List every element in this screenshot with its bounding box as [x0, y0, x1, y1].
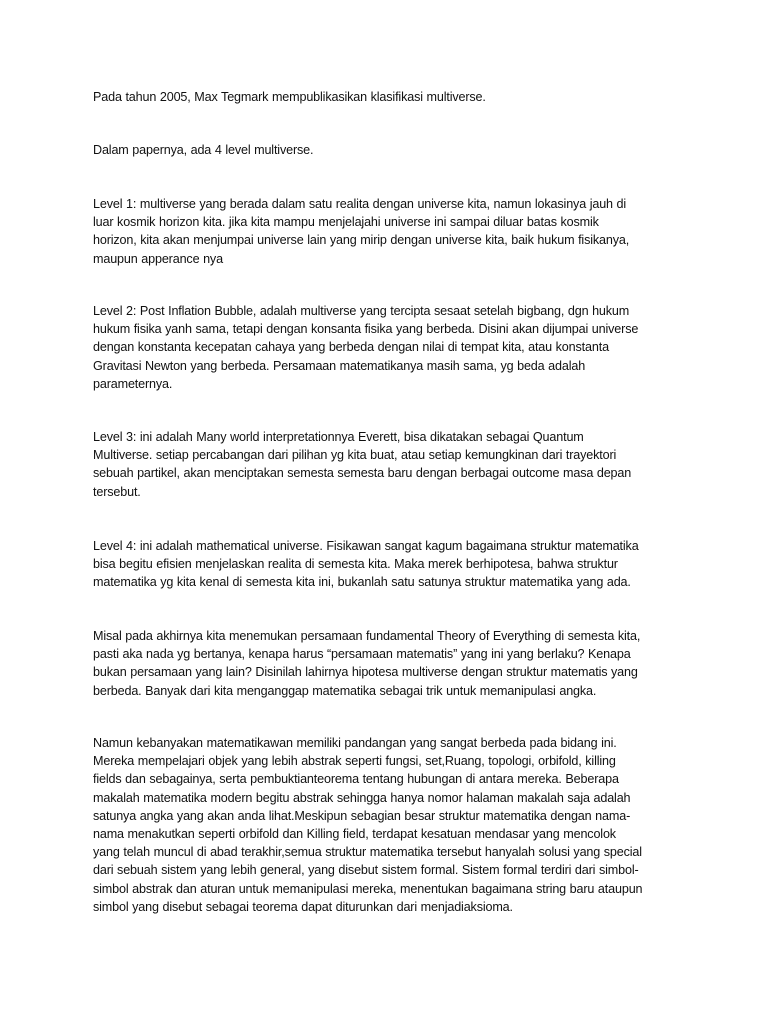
paragraph-line: Level 2: Post Inflation Bubble, adalah multiverse yang tercipta sesaat setelah bigbang, dgn hukum	[93, 304, 630, 318]
paragraph-line: pasti aka nada yg bertanya, kenapa harus “persamaan matematis” yang ini yang berlaku? Kenapa	[93, 647, 631, 662]
paragraph-line: Namun kebanyakan matematikawan memiliki pandangan yang sangat berbeda pada bidang ini.	[93, 736, 617, 750]
paragraph-line: Level 1: multiverse yang berada dalam satu realita dengan universe kita, namun lokasinya jauh di	[93, 197, 627, 211]
paragraph-line: horizon, kita akan menjumpai universe lain yang mirip dengan universe kita, baik hukum fisikanya,	[93, 233, 630, 248]
paragraph-line: simbol yang disebut sebagai teorema dapat diturunkan dari menjadiaksioma.	[93, 899, 513, 914]
paragraph-line: sebuah partikel, akan menciptakan semesta semesta baru dengan berbagai outcome masa depan	[93, 466, 632, 481]
paragraph-line: matematika yg kita kenal di semesta kita ini, bukanlah satu satunya struktur matematika yang ada.	[93, 575, 631, 590]
paragraph-line: Mereka mempelajari objek yang lebih abstrak seperti fungsi, set,Ruang, topologi, orbifold, killing	[93, 754, 616, 769]
paragraph-line: dari sebuah sistem yang lebih general, yang disebut sistem formal. Sistem formal terdiri dari simbol-	[93, 863, 639, 878]
paragraph-line: satunya angka yang akan anda lihat.Meskipun sebagian besar struktur matematika dengan nama-	[93, 808, 631, 823]
paragraph-line: bisa begitu efisien menjelaskan realita di semesta kita. Maka merek berhipotesa, bahwa struktur	[93, 557, 618, 572]
paragraph-line: parameternya.	[93, 376, 173, 391]
paragraph-line: Level 4: ini adalah mathematical universe. Fisikawan sangat kagum bagaimana struktur matematika	[93, 539, 639, 553]
paragraph-line: Misal pada akhirnya kita menemukan persamaan fundamental Theory of Everything di semesta kita,	[93, 629, 641, 643]
paragraph-intro	[93, 88, 683, 106]
paragraph-line: makalah matematika modern begitu abstrak sehingga hanya nomor halaman makalah saja adalah	[93, 790, 631, 805]
paragraph-line: Pada tahun 2005, Max Tegmark mempublikasikan klasifikasi multiverse.	[93, 90, 486, 104]
paragraph-level-1	[93, 195, 683, 268]
paragraph-mathematicians	[93, 734, 683, 916]
paragraph-level-3	[93, 428, 683, 501]
paragraph-line: nama menakutkan seperti orbifold dan Killing field, terdapat kesatuan mendasar yang mencolok	[93, 827, 616, 842]
paragraph-line: bukan persamaan yang lain? Disinilah lahirnya hipotesa multiverse dengan struktur matematis yang	[93, 665, 638, 680]
paragraph-line: simbol abstrak dan aturan untuk memanipulasi mereka, menentukan bagaimana string baru ataupun	[93, 881, 643, 896]
paragraph-line: Gravitasi Newton yang berbeda. Persamaan matematikanya masih sama, yg beda adalah	[93, 358, 586, 373]
paragraph-line: yang telah muncul di abad terakhir,semua struktur matematika tersebut hanyalah solusi yang special	[93, 845, 642, 860]
paragraph-level-4	[93, 537, 683, 592]
paragraph-toe	[93, 627, 683, 700]
paragraph-line: berbeda. Banyak dari kita menganggap matematika sebagai trik untuk memanipulasi angka.	[93, 683, 597, 698]
paragraph-line: luar kosmik horizon kita. jika kita mampu menjelajahi universe ini sampai diluar batas kosmik	[93, 215, 599, 230]
paragraph-level-2	[93, 302, 683, 393]
paragraph-line: Level 3: ini adalah Many world interpretationnya Everett, bisa dikatakan sebagai Quantum	[93, 430, 584, 444]
paragraph-line: dengan konstanta kecepatan cahaya yang berbeda dengan nilai di tempat kita, atau konstanta	[93, 340, 609, 355]
paragraph-line: Dalam papernya, ada 4 level multiverse.	[93, 143, 314, 157]
paragraph-line: tersebut.	[93, 484, 141, 499]
paragraph-line: Multiverse. setiap percabangan dari pilihan yg kita buat, atau setiap kemungkinan dari trayektori	[93, 448, 617, 463]
paragraph-line: maupun apperance nya	[93, 251, 223, 266]
paragraph-line: hukum fisika yanh sama, tetapi dengan konsanta fisika yang berbeda. Disini akan dijumpai universe	[93, 322, 639, 337]
paragraph-levels-count	[93, 141, 683, 159]
paragraph-line: fields dan sebagainya, serta pembuktianteorema tentang hubungan di antara mereka. Beberapa	[93, 772, 619, 787]
